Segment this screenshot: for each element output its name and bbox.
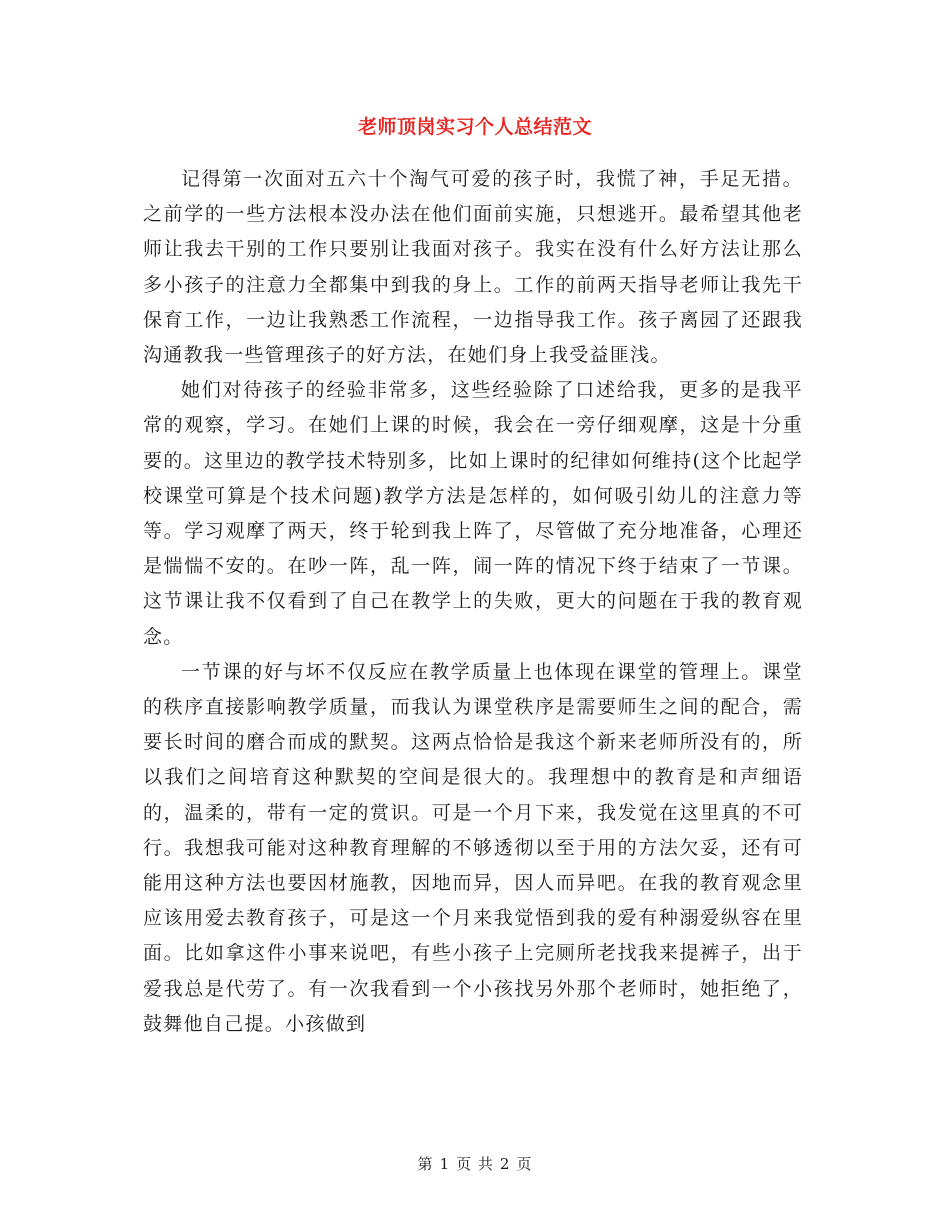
- footer-middle: 页 共: [456, 1155, 494, 1173]
- footer-prefix: 第: [417, 1155, 434, 1173]
- paragraph-3: 一节课的好与坏不仅反应在教学质量上也体现在课堂的管理上。课堂的秩序直接影响教学质量，而我认为课堂秩序是需要师生之间的配合，需要长时间的磨合而成的默契。这两点恰恰是我这个新来老师所没有的，所以我们之间培育这种默契的空间是很大的。我理想中的教育是和声细语的，温柔的，带有一定的赏识。可是一个月下来，我发觉在这里真的不可行。我想我可能对这种教育理解的不够透彻以至于用的方法欠妥，还有可能用这种方法也要因材施教，因地而异，因人而异吧。在我的教育观念里应该用爱去教育孩子，可是这一个月来我觉悟到我的爱有种溺爱纵容在里面。比如拿这件小事来说吧，有些小孩子上完厕所老找我来提裤子，出于爱我总是代劳了。有一次我看到一个小孩找另外那个老师时，她拒绝了，鼓舞他自己提。小孩做到: [143, 660, 803, 1035]
- document-title: 老师顶岗实习个人总结范文: [357, 116, 592, 138]
- page-footer: [0, 1153, 950, 1174]
- document-body: [143, 162, 803, 1042]
- footer-suffix: 页: [516, 1155, 533, 1173]
- paragraph-2: 她们对待孩子的经验非常多，这些经验除了口述给我，更多的是我平常的观察，学习。在她们上课的时候，我会在一旁仔细观摩，这是十分重要的。这里边的教学技术特别多，比如上课时的纪律如何维持(这个比起学校课堂可算是个技术问题)教学方法是怎样的，如何吸引幼儿的注意力等等。学习观摩了两天，终于轮到我上阵了，尽管做了充分地准备，心理还是惴惴不安的。在吵一阵，乱一阵，闹一阵的情况下终于结束了一节课。这节课让我不仅看到了自己在教学上的失败，更大的问题在于我的教育观念。: [143, 379, 803, 648]
- footer-page-total: 2: [499, 1155, 511, 1173]
- footer-page-current: 1: [439, 1155, 451, 1173]
- paragraph-1: 记得第一次面对五六十个淘气可爱的孩子时，我慌了神，手足无措。之前学的一些方法根本没办法在他们面前实施，只想逃开。最希望其他老师让我去干别的工作只要别让我面对孩子。我实在没有什么好方法让那么多小孩子的注意力全都集中到我的身上。工作的前两天指导老师让我先干保育工作，一边让我熟悉工作流程，一边指导我工作。孩子离园了还跟我沟通教我一些管理孩子的好方法，在她们身上我受益匪浅。: [143, 168, 803, 367]
